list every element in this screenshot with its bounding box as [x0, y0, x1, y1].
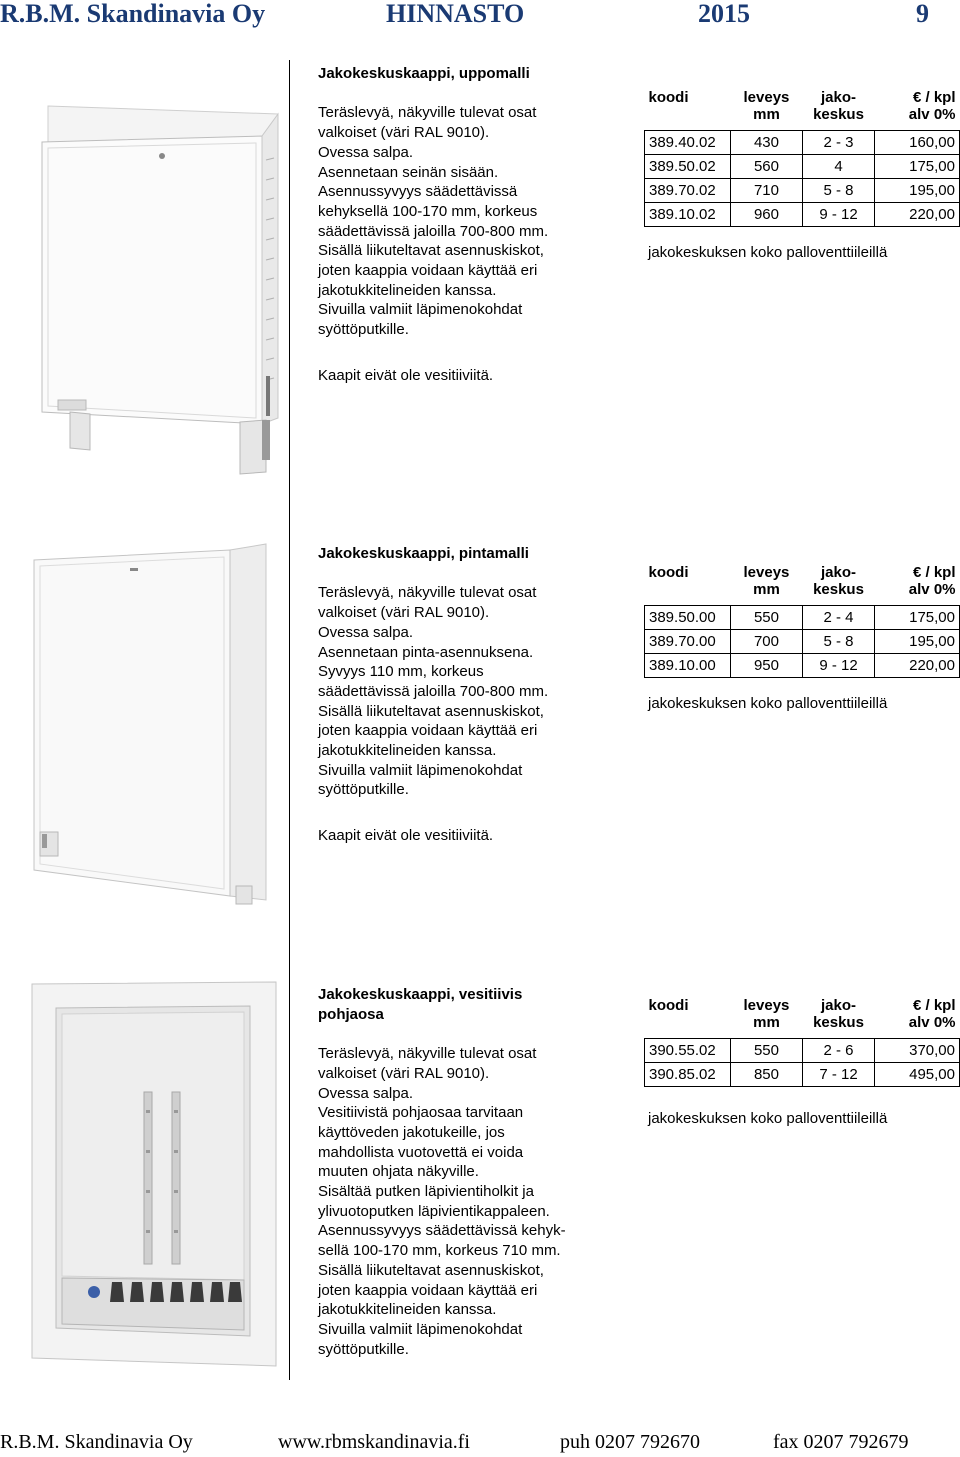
cell-width: 430 — [730, 130, 802, 154]
description-line: Syvyys 110 mm, korkeus — [318, 663, 484, 681]
header-distribution: jako- keskus — [803, 86, 875, 130]
table-header-row — [645, 561, 960, 605]
description-line: Sisällä liikuteltavat asennuskiskot, — [318, 242, 544, 260]
cell-width: 550 — [730, 605, 802, 629]
header-price: € / kpl alv 0% — [874, 86, 959, 130]
page-footer — [0, 1431, 960, 1457]
product-2-title: Jakokeskuskaappi, pintamalli — [318, 545, 529, 562]
cabinet-watertight-image — [28, 980, 283, 1370]
table-row — [645, 653, 960, 677]
description-line: Asennetaan seinän sisään. — [318, 163, 499, 181]
cell-width: 550 — [730, 1038, 802, 1062]
table-row — [645, 1038, 960, 1062]
table-row — [645, 130, 960, 154]
cell-price: 370,00 — [874, 1038, 959, 1062]
description-line: Sivuilla valmiit läpimenokohdat — [318, 761, 523, 779]
product-2-table-note: jakokeskuksen koko palloventtiileillä — [648, 695, 888, 712]
description-line: Asennussyvyys säädettävissä — [318, 183, 518, 201]
header-price: € / kpl alv 0% — [874, 561, 959, 605]
table-header-row — [645, 86, 960, 130]
cell-code: 389.10.00 — [645, 653, 731, 677]
header-code: koodi — [645, 86, 731, 130]
description-line: Ovessa salpa. — [318, 623, 414, 641]
description-line: valkoiset (väri RAL 9010). — [318, 1064, 490, 1082]
cell-width: 850 — [730, 1062, 802, 1086]
description-line: muuten ohjata näkyville. — [318, 1163, 479, 1181]
cell-price: 195,00 — [874, 178, 959, 202]
description-line: syöttöputkille. — [318, 321, 409, 339]
description-line: sellä 100-170 mm, korkeus 710 mm. — [318, 1242, 561, 1260]
cell-distribution: 9 - 12 — [803, 202, 875, 226]
description-line: valkoiset (väri RAL 9010). — [318, 604, 490, 622]
header-code: koodi — [645, 561, 731, 605]
product-3-description — [318, 985, 608, 1359]
table-row — [645, 178, 960, 202]
cell-distribution: 9 - 12 — [803, 653, 875, 677]
product-1-title: Jakokeskuskaappi, uppomalli — [318, 65, 530, 82]
cell-distribution: 2 - 6 — [803, 1038, 875, 1062]
header-width: leveys mm — [730, 561, 802, 605]
cabinet-flush-image — [30, 100, 285, 480]
table-row — [645, 154, 960, 178]
description-line: Vesitiivistä pohjaosaa tarvitaan — [318, 1104, 524, 1122]
product-1-note: Kaapit eivät ole vesitiiviitä. — [318, 367, 494, 384]
description-line: valkoiset (väri RAL 9010). — [318, 124, 490, 142]
product-2-note: Kaapit eivät ole vesitiiviitä. — [318, 827, 494, 844]
description-line: syöttöputkille. — [318, 781, 409, 799]
table-row — [645, 1062, 960, 1086]
table-row — [645, 629, 960, 653]
header-document-title: HINNASTO — [386, 0, 525, 28]
cell-width: 960 — [730, 202, 802, 226]
cell-width: 950 — [730, 653, 802, 677]
cell-price: 220,00 — [874, 202, 959, 226]
page-header — [0, 0, 960, 30]
column-divider — [289, 60, 290, 1380]
description-line: mahdollista vuotovettä ei voida — [318, 1143, 524, 1161]
header-distribution: jako- keskus — [803, 561, 875, 605]
description-line: ylivuotoputken läpivientikappaleen. — [318, 1202, 550, 1220]
header-width: leveys mm — [730, 86, 802, 130]
description-line: käyttöveden jakotukeille, jos — [318, 1123, 505, 1141]
description-line: säädettävissä jaloilla 700-800 mm. — [318, 222, 549, 240]
cell-code: 389.50.00 — [645, 605, 731, 629]
description-line: Sisällä liikuteltavat asennuskiskot, — [318, 702, 544, 720]
cell-distribution: 5 - 8 — [803, 178, 875, 202]
cell-code: 389.40.02 — [645, 130, 731, 154]
cell-code: 389.50.02 — [645, 154, 731, 178]
cabinet-surface-image — [30, 540, 285, 910]
cell-code: 389.10.02 — [645, 202, 731, 226]
description-line: Ovessa salpa. — [318, 143, 414, 161]
product-3-title-cont: pohjaosa — [318, 1005, 384, 1023]
cell-width: 700 — [730, 629, 802, 653]
description-line: Teräslevyä, näkyville tulevat osat — [318, 584, 537, 602]
description-line: Asennetaan pinta-asennuksena. — [318, 643, 534, 661]
cell-price: 175,00 — [874, 154, 959, 178]
cell-distribution: 5 - 8 — [803, 629, 875, 653]
product-2-price-table — [644, 561, 960, 678]
header-page-number: 9 — [916, 0, 929, 28]
cell-width: 710 — [730, 178, 802, 202]
header-year: 2015 — [698, 0, 750, 28]
description-line: syöttöputkille. — [318, 1340, 409, 1358]
footer-fax: fax 0207 792679 — [773, 1431, 909, 1453]
product-2-description — [318, 544, 608, 844]
cell-price: 195,00 — [874, 629, 959, 653]
description-line: joten kaappia voidaan käyttää eri — [318, 262, 538, 280]
product-3-title: Jakokeskuskaappi, vesitiivis — [318, 986, 523, 1003]
cell-price: 495,00 — [874, 1062, 959, 1086]
description-line: jakotukkitelineiden kanssa. — [318, 742, 497, 760]
footer-website-link[interactable]: www.rbmskandinavia.fi — [278, 1431, 470, 1453]
footer-phone: puh 0207 792670 — [560, 1431, 700, 1453]
cell-code: 390.85.02 — [645, 1062, 731, 1086]
product-1-table-note: jakokeskuksen koko palloventtiileillä — [648, 244, 888, 261]
header-company: R.B.M. Skandinavia Oy — [0, 0, 266, 28]
product-3-table-note: jakokeskuksen koko palloventtiileillä — [648, 1110, 888, 1127]
header-distribution: jako- keskus — [803, 994, 875, 1038]
header-price: € / kpl alv 0% — [874, 994, 959, 1038]
description-line: Asennussyvyys säädettävissä kehyk- — [318, 1222, 566, 1240]
description-line: joten kaappia voidaan käyttää eri — [318, 722, 538, 740]
description-line: jakotukkitelineiden kanssa. — [318, 1301, 497, 1319]
cell-distribution: 2 - 3 — [803, 130, 875, 154]
header-code: koodi — [645, 994, 731, 1038]
cell-width: 560 — [730, 154, 802, 178]
description-line: kehyksellä 100-170 mm, korkeus — [318, 202, 538, 220]
description-line: jakotukkitelineiden kanssa. — [318, 281, 497, 299]
product-3-price-table — [644, 994, 960, 1087]
cell-code: 389.70.00 — [645, 629, 731, 653]
cell-code: 390.55.02 — [645, 1038, 731, 1062]
description-line: Teräslevyä, näkyville tulevat osat — [318, 104, 537, 122]
description-line: joten kaappia voidaan käyttää eri — [318, 1281, 538, 1299]
description-line: Sivuilla valmiit läpimenokohdat — [318, 1320, 523, 1338]
cell-price: 220,00 — [874, 653, 959, 677]
table-header-row — [645, 994, 960, 1038]
table-row — [645, 202, 960, 226]
description-line: Ovessa salpa. — [318, 1084, 414, 1102]
description-line: Sisällä liikuteltavat asennuskiskot, — [318, 1261, 544, 1279]
footer-company: R.B.M. Skandinavia Oy — [0, 1431, 193, 1453]
cell-code: 389.70.02 — [645, 178, 731, 202]
cell-distribution: 2 - 4 — [803, 605, 875, 629]
product-1-description — [318, 64, 608, 384]
description-line: Teräslevyä, näkyville tulevat osat — [318, 1045, 537, 1063]
description-line: Sivuilla valmiit läpimenokohdat — [318, 301, 523, 319]
table-row — [645, 605, 960, 629]
cell-price: 160,00 — [874, 130, 959, 154]
product-1-price-table — [644, 86, 960, 227]
cell-distribution: 4 — [803, 154, 875, 178]
header-width: leveys mm — [730, 994, 802, 1038]
description-line: säädettävissä jaloilla 700-800 mm. — [318, 682, 549, 700]
cell-price: 175,00 — [874, 605, 959, 629]
cell-distribution: 7 - 12 — [803, 1062, 875, 1086]
description-line: Sisältää putken läpivientiholkit ja — [318, 1183, 534, 1201]
